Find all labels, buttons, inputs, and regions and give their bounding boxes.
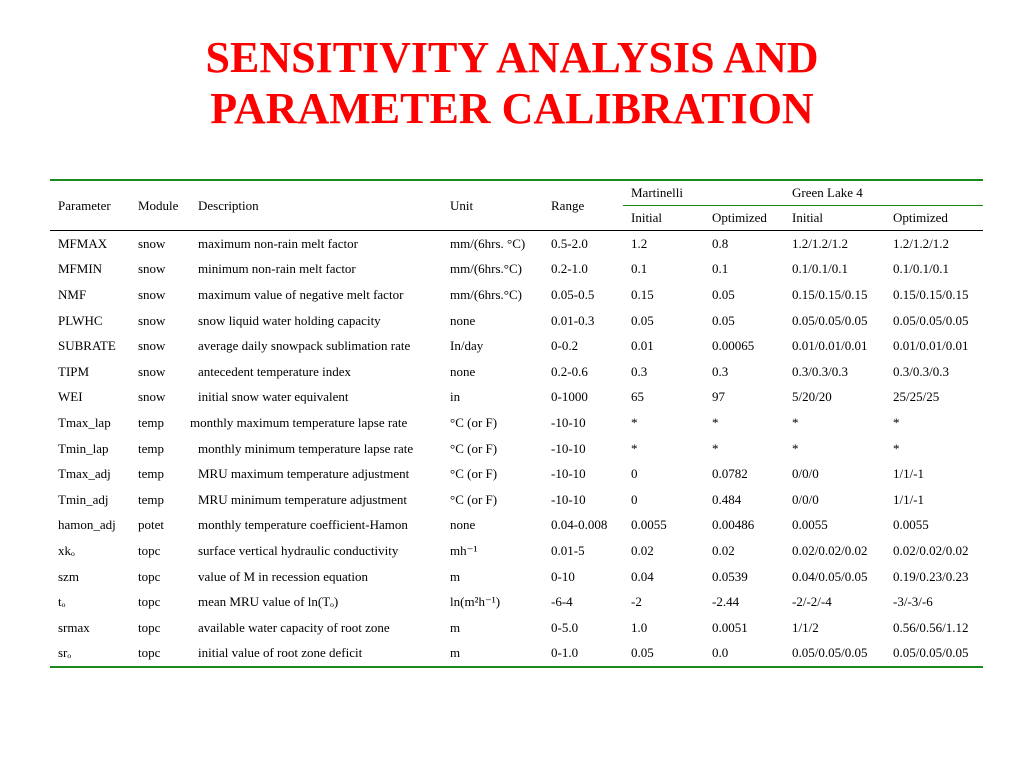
cell-unit: mm/(6hrs.°C) <box>450 286 523 302</box>
header-greenlake-initial: Initial <box>784 206 885 231</box>
cell-description: maximum value of negative melt factor <box>198 286 404 302</box>
cell-martinelli-optimized: 0.05 <box>712 312 735 328</box>
cell-module: snow <box>138 363 166 379</box>
cell-greenlake-initial: 0.01/0.01/0.01 <box>792 338 868 354</box>
cell-parameter: Tmin_adj <box>58 491 109 507</box>
cell-unit: m <box>442 641 543 668</box>
cell-greenlake-initial: 0/0/0 <box>792 466 819 482</box>
cell-martinelli-initial: 0 <box>631 466 638 482</box>
cell-martinelli-initial: 0.15 <box>631 286 654 302</box>
cell-description: monthly temperature coefficient-Hamon <box>198 517 408 533</box>
cell-greenlake-initial: -2/-2/-4 <box>792 594 832 610</box>
cell-greenlake-initial: 0.02/0.02/0.02 <box>792 542 868 558</box>
cell-greenlake-initial: * <box>792 440 799 456</box>
cell-martinelli-initial: 1.2 <box>631 235 648 251</box>
cell-greenlake-optimized: -3/-3/-6 <box>893 594 933 610</box>
cell-unit: mh⁻¹ <box>450 542 478 558</box>
cell-range: 0-1000 <box>551 389 588 405</box>
cell-martinelli-optimized: 0.05 <box>712 286 735 302</box>
cell-parameter: MFMAX <box>58 235 108 251</box>
header-module: Module <box>130 180 190 231</box>
header-unit: Unit <box>442 180 543 231</box>
cell-martinelli-initial: 0 <box>631 491 638 507</box>
cell-martinelli-optimized: 0.00065 <box>712 338 755 354</box>
table-body <box>50 231 983 668</box>
cell-range: 0.5-2.0 <box>551 235 588 251</box>
cell-martinelli-initial: 65 <box>631 389 644 405</box>
cell-range: 0-0.2 <box>551 338 579 354</box>
cell-greenlake-initial: 0.04/0.05/0.05 <box>792 568 868 584</box>
cell-range: 0-5.0 <box>551 619 579 635</box>
header-martinelli-optimized: Optimized <box>704 206 784 231</box>
cell-module: temp <box>138 466 164 482</box>
header-martinelli-initial: Initial <box>623 206 704 231</box>
cell-parameter: TIPM <box>58 363 90 379</box>
cell-module: temp <box>138 414 164 430</box>
table-row <box>50 487 983 513</box>
table-row <box>50 385 983 411</box>
cell-unit: mm/(6hrs.°C) <box>450 261 523 277</box>
cell-description: initial value of root zone deficit <box>190 641 442 668</box>
table-row <box>50 436 983 462</box>
cell-martinelli-initial: 0.0055 <box>631 517 667 533</box>
parameter-table <box>50 179 983 668</box>
table-row <box>50 564 983 590</box>
cell-greenlake-optimized: 25/25/25 <box>893 389 940 405</box>
table-row <box>50 333 983 359</box>
cell-greenlake-initial: 0.1/0.1/0.1 <box>792 261 848 277</box>
cell-parameter: hamon_adj <box>58 517 116 533</box>
cell-module: potet <box>138 517 164 533</box>
cell-description: monthly minimum temperature lapse rate <box>198 440 414 456</box>
table-row <box>50 282 983 308</box>
cell-greenlake-optimized: 0.56/0.56/1.12 <box>893 619 969 635</box>
cell-unit: none <box>450 517 476 533</box>
cell-greenlake-initial: 5/20/20 <box>792 389 832 405</box>
cell-martinelli-initial: 0.02 <box>631 542 654 558</box>
cell-unit: m <box>450 619 461 635</box>
cell-martinelli-optimized: 0.1 <box>712 261 729 277</box>
table-row <box>50 257 983 283</box>
cell-unit: °C (or F) <box>450 466 498 482</box>
cell-module: snow <box>138 235 166 251</box>
cell-unit: none <box>450 312 476 328</box>
cell-martinelli-optimized: * <box>712 440 719 456</box>
title-line-1: SENSITIVITY ANALYSIS AND <box>205 33 819 82</box>
cell-greenlake-initial: 1/1/2 <box>792 619 819 635</box>
cell-description: MRU maximum temperature adjustment <box>198 466 410 482</box>
cell-martinelli-initial: 0.05 <box>623 641 704 668</box>
cell-martinelli-optimized: 0.02 <box>712 542 735 558</box>
cell-description: mean MRU value of ln(Tₒ) <box>198 594 339 610</box>
cell-unit: In/day <box>450 338 484 354</box>
cell-module: snow <box>138 389 166 405</box>
cell-greenlake-initial: 1.2/1.2/1.2 <box>792 235 848 251</box>
cell-martinelli-initial: -2 <box>631 594 642 610</box>
cell-range: 0.01-0.3 <box>551 312 595 328</box>
cell-greenlake-optimized: 0.1/0.1/0.1 <box>893 261 949 277</box>
cell-module: topc <box>138 542 161 558</box>
cell-module: snow <box>138 312 166 328</box>
cell-greenlake-optimized: 0.0055 <box>893 517 929 533</box>
cell-greenlake-initial: 0.05/0.05/0.05 <box>792 312 868 328</box>
cell-martinelli-initial: 0.1 <box>631 261 648 277</box>
table-row <box>50 461 983 487</box>
cell-greenlake-optimized: 0.3/0.3/0.3 <box>893 363 949 379</box>
cell-martinelli-optimized: 0.3 <box>712 363 729 379</box>
cell-parameter: srₒ <box>50 641 130 668</box>
cell-martinelli-initial: * <box>631 440 638 456</box>
table-row <box>50 513 983 539</box>
cell-description: minimum non-rain melt factor <box>198 261 356 277</box>
cell-parameter: Tmax_adj <box>58 466 111 482</box>
table-row <box>50 615 983 641</box>
cell-module: temp <box>138 491 164 507</box>
header-group-martinelli: Martinelli <box>631 185 683 200</box>
cell-martinelli-optimized: 0.0539 <box>712 568 748 584</box>
cell-description: MRU minimum temperature adjustment <box>198 491 408 507</box>
cell-range: 0.2-1.0 <box>551 261 588 277</box>
header-group-greenlake: Green Lake 4 <box>792 185 863 200</box>
cell-martinelli-optimized: 0.0 <box>704 641 784 668</box>
cell-unit: °C (or F) <box>450 440 498 456</box>
table-row <box>50 231 983 257</box>
cell-module: topc <box>138 568 161 584</box>
cell-greenlake-optimized: * <box>893 414 900 430</box>
cell-range: -10-10 <box>551 440 586 456</box>
cell-parameter: tₒ <box>58 594 66 610</box>
cell-greenlake-initial: 0.05/0.05/0.05 <box>784 641 885 668</box>
cell-description: value of M in recession equation <box>198 568 369 584</box>
cell-unit: °C (or F) <box>450 491 498 507</box>
cell-martinelli-optimized: 97 <box>712 389 725 405</box>
cell-description: average daily snowpack sublimation rate <box>198 338 411 354</box>
cell-martinelli-initial: 0.3 <box>631 363 648 379</box>
cell-range: 0.04-0.008 <box>551 517 608 533</box>
cell-module: topc <box>130 641 190 668</box>
table-row <box>50 410 983 436</box>
cell-description: antecedent temperature index <box>198 363 352 379</box>
cell-range: -10-10 <box>551 491 586 507</box>
cell-parameter: szm <box>58 568 79 584</box>
cell-range: -10-10 <box>551 466 586 482</box>
cell-description: initial snow water equivalent <box>198 389 349 405</box>
cell-martinelli-initial: 0.05 <box>631 312 654 328</box>
table-row <box>50 359 983 385</box>
cell-greenlake-initial: 0/0/0 <box>792 491 819 507</box>
cell-martinelli-optimized: -2.44 <box>712 594 740 610</box>
table-row <box>50 589 983 615</box>
cell-range: 0.05-0.5 <box>551 286 595 302</box>
header-range: Range <box>543 180 623 231</box>
cell-unit: none <box>450 363 476 379</box>
cell-module: snow <box>138 338 166 354</box>
cell-range: 0-1.0 <box>543 641 623 668</box>
cell-unit: mm/(6hrs. °C) <box>450 235 526 251</box>
table-header <box>50 180 983 231</box>
cell-greenlake-optimized: 1/1/-1 <box>893 491 925 507</box>
cell-unit: in <box>450 389 461 405</box>
cell-martinelli-optimized: 0.8 <box>712 235 729 251</box>
cell-martinelli-initial: 1.0 <box>631 619 648 635</box>
cell-description: available water capacity of root zone <box>198 619 390 635</box>
cell-description: maximum non-rain melt factor <box>198 235 358 251</box>
cell-greenlake-optimized: 1/1/-1 <box>893 466 925 482</box>
cell-unit: °C (or F) <box>450 414 498 430</box>
cell-range: 0-10 <box>551 568 575 584</box>
cell-range: -6-4 <box>551 594 573 610</box>
cell-greenlake-optimized: 0.15/0.15/0.15 <box>893 286 969 302</box>
cell-parameter: SUBRATE <box>58 338 116 354</box>
cell-module: topc <box>138 594 161 610</box>
cell-greenlake-initial: 0.3/0.3/0.3 <box>792 363 848 379</box>
cell-greenlake-initial: 0.0055 <box>792 517 828 533</box>
cell-module: topc <box>138 619 161 635</box>
cell-parameter: MFMIN <box>58 261 103 277</box>
cell-greenlake-optimized: 0.05/0.05/0.05 <box>893 312 969 328</box>
cell-module: snow <box>138 286 166 302</box>
table-row <box>50 538 983 564</box>
cell-parameter: Tmax_lap <box>58 414 111 430</box>
cell-martinelli-initial: * <box>631 414 638 430</box>
cell-greenlake-optimized: 0.19/0.23/0.23 <box>893 568 969 584</box>
cell-description: snow liquid water holding capacity <box>198 312 381 328</box>
cell-greenlake-optimized: 0.01/0.01/0.01 <box>893 338 969 354</box>
cell-greenlake-optimized: 0.02/0.02/0.02 <box>893 542 969 558</box>
cell-range: 0.2-0.6 <box>551 363 588 379</box>
cell-greenlake-initial: 0.15/0.15/0.15 <box>792 286 868 302</box>
cell-unit: ln(m²h⁻¹) <box>450 594 501 610</box>
cell-martinelli-optimized: * <box>712 414 719 430</box>
cell-range: 0.01-5 <box>551 542 585 558</box>
cell-module: snow <box>138 261 166 277</box>
cell-unit: m <box>450 568 461 584</box>
header-parameter: Parameter <box>50 180 130 231</box>
header-description: Description <box>190 180 442 231</box>
table-row <box>50 308 983 334</box>
cell-martinelli-optimized: 0.0051 <box>712 619 748 635</box>
cell-greenlake-optimized: 0.05/0.05/0.05 <box>885 641 983 668</box>
cell-martinelli-initial: 0.04 <box>631 568 654 584</box>
cell-parameter: PLWHC <box>58 312 103 328</box>
slide-title <box>0 32 1024 134</box>
cell-martinelli-optimized: 0.0782 <box>712 466 748 482</box>
cell-module: temp <box>138 440 164 456</box>
cell-description: monthly maximum temperature lapse rate <box>190 414 408 430</box>
cell-martinelli-optimized: 0.00486 <box>712 517 755 533</box>
title-line-2: PARAMETER CALIBRATION <box>210 84 814 133</box>
cell-greenlake-initial: * <box>792 414 799 430</box>
cell-greenlake-optimized: * <box>893 440 900 456</box>
cell-parameter: WEI <box>58 389 83 405</box>
cell-parameter: NMF <box>58 286 87 302</box>
cell-martinelli-initial: 0.01 <box>631 338 654 354</box>
cell-range: -10-10 <box>551 414 586 430</box>
table-row <box>50 641 983 668</box>
cell-parameter: Tmin_lap <box>58 440 109 456</box>
cell-parameter: xkₒ <box>58 542 75 558</box>
cell-parameter: srmax <box>58 619 90 635</box>
cell-greenlake-optimized: 1.2/1.2/1.2 <box>893 235 949 251</box>
header-greenlake-optimized: Optimized <box>885 206 983 231</box>
cell-description: surface vertical hydraulic conductivity <box>198 542 399 558</box>
cell-martinelli-optimized: 0.484 <box>712 491 742 507</box>
